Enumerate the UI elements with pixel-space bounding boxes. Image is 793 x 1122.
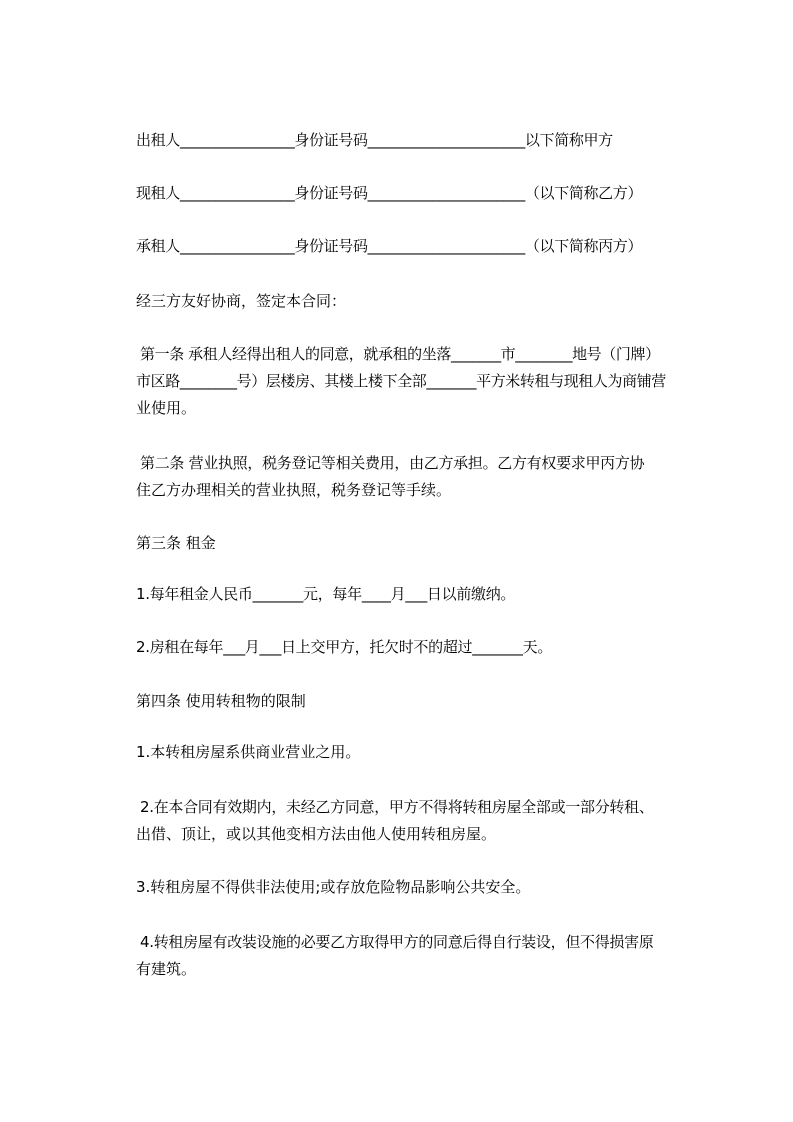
agreement-intro: 经三方友好协商，签定本合同：: [136, 292, 347, 310]
article-2-line-2: 住乙方办理相关的营业执照，税务登记等手续。: [136, 481, 452, 499]
article-1-line-3: 业使用。: [136, 399, 197, 417]
restriction-item-2-line-2: 出借、顶让，或以其他变相方法由他人使用转租房屋。: [136, 825, 497, 843]
rent-item-1: 1.每年租金人民币_______元，每年____月___日以前缴纳。: [136, 585, 516, 603]
restriction-item-1: 1.本转租房屋系供商业营业之用。: [136, 743, 361, 761]
article-1-line-2: 市区路________号）层楼房、其楼上楼下全部_______平方米转租与现租人为商铺营: [136, 372, 666, 390]
rent-item-2: 2.房租在每年___月___日上交甲方，托欠时不的超过_______天。: [136, 638, 553, 656]
article-1-line-1: 第一条 承租人经得出租人的同意，就承租的坐落_______市________地号（门牌）: [140, 345, 660, 363]
restriction-item-4-line-2: 有建筑。: [136, 960, 197, 978]
lessor-line: 出租人________________身份证号码______________________以下简称甲方: [136, 131, 613, 149]
restriction-item-4-line-1: 4.转租房屋有改装设施的必要乙方取得甲方的同意后得自行装设，但不得损害原: [140, 933, 654, 951]
article-3-heading: 第三条 租金: [136, 534, 216, 552]
article-2-line-1: 第二条 营业执照，税务登记等相关费用，由乙方承担。乙方有权要求甲丙方协: [140, 454, 645, 472]
restriction-item-3: 3.转租房屋不得供非法使用;或存放危险物品影响公共安全。: [136, 878, 531, 896]
lessee-line: 承租人________________身份证号码______________________（以下简称丙方）: [136, 237, 643, 255]
current-tenant-line: 现租人________________身份证号码______________________（以下简称乙方）: [136, 184, 643, 202]
restriction-item-2-line-1: 2.在本合同有效期内，未经乙方同意，甲方不得将转租房屋全部或一部分转租、: [140, 798, 654, 816]
article-4-heading: 第四条 使用转租物的限制: [136, 692, 306, 710]
